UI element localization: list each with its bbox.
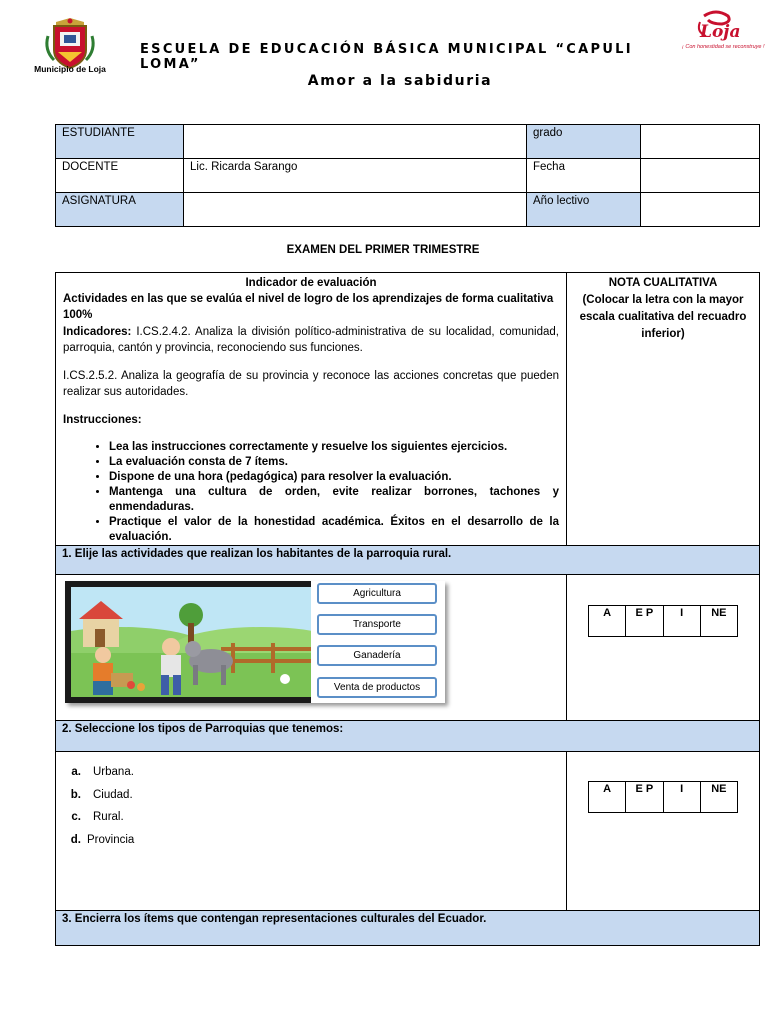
activities-text: Actividades en las que se evalúa el nivel de logro de los aprendizajes de forma cualitativa 100% bbox=[63, 293, 554, 321]
table-row bbox=[589, 782, 738, 813]
nota-subtitle: (Colocar la letra con la mayor escala cualitativa del recuadro inferior) bbox=[579, 294, 747, 340]
instructions-label: Instrucciones: bbox=[63, 414, 142, 426]
instructions-list bbox=[63, 440, 559, 545]
student-label: ESTUDIANTE bbox=[56, 125, 184, 159]
teacher-label: DOCENTE bbox=[56, 159, 184, 193]
rural-activities-image bbox=[65, 581, 445, 703]
loja-logo-slogan: ¡ Con honestidad se reconstruye ! bbox=[682, 44, 765, 50]
table-row bbox=[56, 273, 760, 546]
date-field[interactable] bbox=[641, 159, 760, 193]
table-row bbox=[56, 159, 760, 193]
table-row bbox=[56, 546, 760, 575]
municipio-logo bbox=[34, 16, 106, 78]
student-field[interactable] bbox=[184, 125, 527, 159]
table-row bbox=[56, 752, 760, 911]
question-1: 1. Elije las actividades que realizan los habitantes de la parroquia rural. bbox=[56, 546, 760, 575]
indicator-1 bbox=[63, 324, 559, 356]
scale-a[interactable]: A bbox=[589, 606, 626, 637]
scale-a[interactable]: A bbox=[589, 782, 626, 813]
student-info-table bbox=[55, 124, 760, 227]
question-1-image-cell bbox=[56, 575, 567, 721]
table-row bbox=[56, 193, 760, 227]
table-row bbox=[56, 721, 760, 752]
nota-title: NOTA CUALITATIVA bbox=[608, 277, 718, 289]
farm-scene-illustration bbox=[71, 587, 311, 697]
q2-grading-scale bbox=[588, 781, 738, 813]
indicator-heading: Indicador de evaluación bbox=[245, 277, 377, 289]
school-year-field[interactable] bbox=[641, 193, 760, 227]
scale-ne[interactable]: NE bbox=[700, 782, 737, 813]
subject-label: ASIGNATURA bbox=[56, 193, 184, 227]
list-item[interactable]: d. Provincia bbox=[70, 833, 135, 846]
table-row bbox=[589, 606, 738, 637]
scale-ep[interactable]: E P bbox=[626, 606, 663, 637]
parish-types-list bbox=[61, 766, 566, 856]
table-row bbox=[56, 125, 760, 159]
table-row bbox=[56, 575, 760, 721]
option-venta-productos[interactable]: Venta de productos bbox=[317, 677, 437, 698]
option-agricultura[interactable]: Agricultura bbox=[317, 583, 437, 604]
nota-cell bbox=[567, 273, 760, 546]
loja-logo bbox=[682, 10, 765, 60]
date-label: Fecha bbox=[527, 159, 641, 193]
q1-scale-cell bbox=[567, 575, 760, 721]
scale-i[interactable]: I bbox=[663, 606, 700, 637]
question-2: 2. Seleccione los tipos de Parroquias que tenemos: bbox=[56, 721, 760, 752]
indicator-cell bbox=[56, 273, 567, 546]
list-item: • Lea las instrucciones correctamente y resuelve los siguientes ejercicios. bbox=[109, 440, 559, 455]
municipio-label: Municipio de Loja bbox=[34, 64, 106, 74]
exam-title: EXAMEN DEL PRIMER TRIMESTRE bbox=[286, 244, 480, 256]
list-item[interactable]: c. Rural. bbox=[71, 811, 124, 823]
scale-ne[interactable]: NE bbox=[700, 606, 737, 637]
list-item: • Practique el valor de la honestidad académica. Éxitos en el desarrollo de la evaluación. bbox=[109, 515, 559, 545]
scale-ep[interactable]: E P bbox=[626, 782, 663, 813]
scale-i[interactable]: I bbox=[663, 782, 700, 813]
table-row bbox=[56, 911, 760, 946]
indicators-label: Indicadores: bbox=[63, 326, 132, 338]
loja-logo-text: Loja bbox=[700, 22, 741, 42]
option-transporte[interactable]: Transporte bbox=[317, 614, 437, 635]
indicator-2-text: I.CS.2.5.2. Analiza la geografía de su provincia y reconoce las acciones concretas que pueden realizar sus autoridades. bbox=[63, 370, 559, 398]
list-item: • Mantenga una cultura de orden, evite realizar borrones, tachones y enmendaduras. bbox=[109, 485, 559, 515]
activities-options-panel bbox=[311, 581, 445, 703]
option-ganaderia[interactable]: Ganadería bbox=[317, 645, 437, 666]
question-3: 3. Encierra los ítems que contengan representaciones culturales del Ecuador. bbox=[56, 911, 760, 946]
list-item: • La evaluación consta de 7 ítems. bbox=[109, 455, 559, 470]
list-item: • Dispone de una hora (pedagógica) para resolver la evaluación. bbox=[109, 470, 559, 485]
q2-scale-cell bbox=[567, 752, 760, 911]
q1-grading-scale bbox=[588, 605, 738, 637]
school-motto: Amor a la sabiduria bbox=[307, 73, 493, 89]
grade-label: grado bbox=[527, 125, 641, 159]
school-year-label: Año lectivo bbox=[527, 193, 641, 227]
school-name: ESCUELA DE EDUCACIÓN BÁSICA MUNICIPAL “CAPULI LOMA” bbox=[140, 42, 633, 72]
exam-table bbox=[55, 272, 760, 946]
teacher-field[interactable]: Lic. Ricarda Sarango bbox=[184, 159, 527, 193]
indicator-1-text: I.CS.2.4.2. Analiza la división político-administrativa de su localidad, comunidad, parroquia, cantón y provincia, reconociendo sus funciones. bbox=[63, 326, 559, 354]
list-item[interactable]: a. Urbana. bbox=[71, 766, 134, 778]
grade-field[interactable] bbox=[641, 125, 760, 159]
list-item[interactable]: b. Ciudad. bbox=[70, 788, 133, 801]
subject-field[interactable] bbox=[184, 193, 527, 227]
question-2-options-cell bbox=[56, 752, 567, 911]
